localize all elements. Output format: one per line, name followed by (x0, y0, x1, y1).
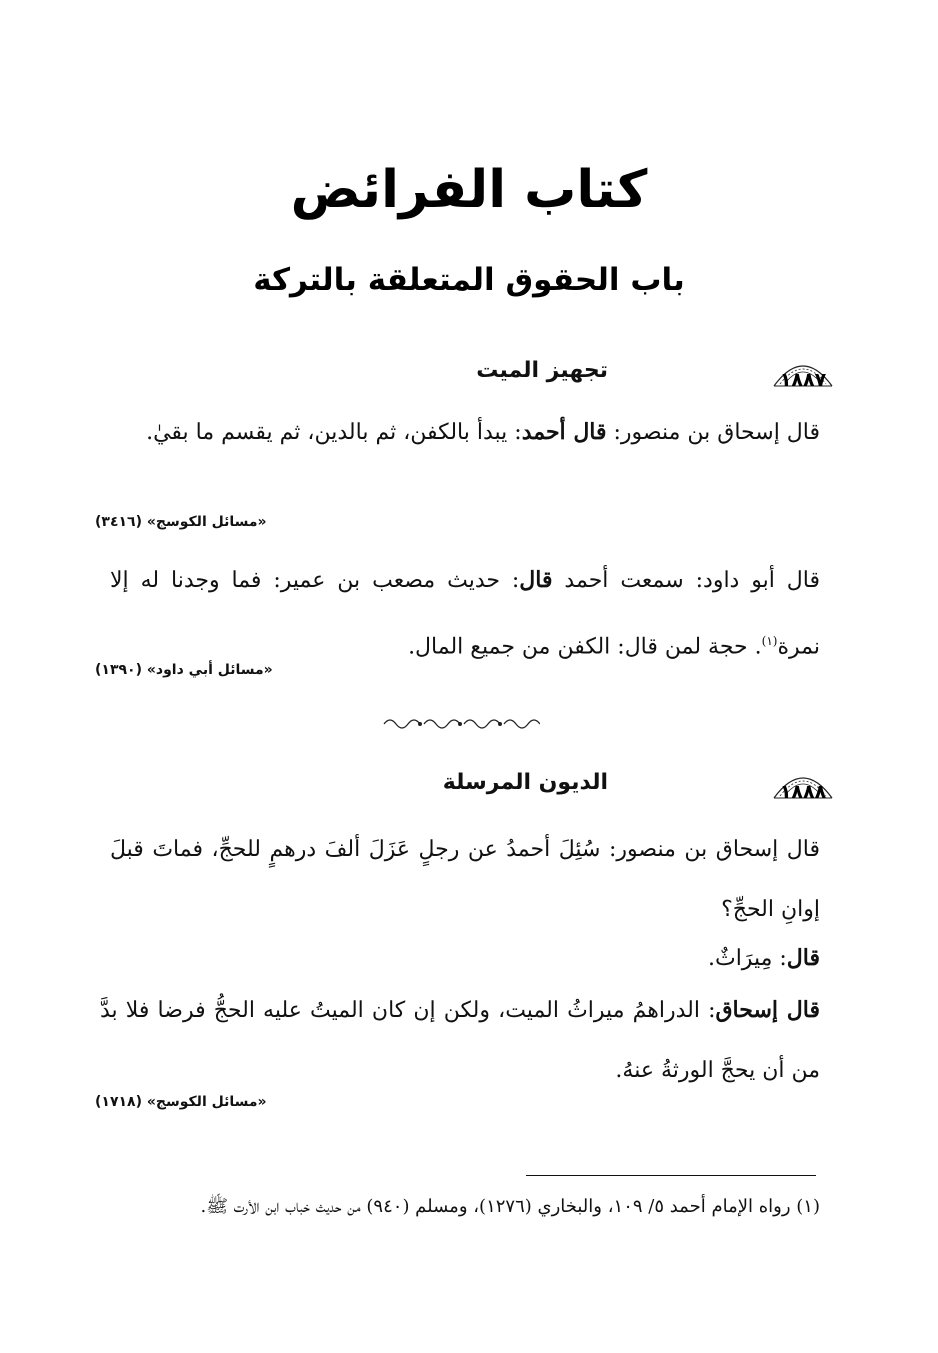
source-citation: «مسائل الكوسج» (١٧١٨) (95, 1094, 267, 1110)
bold-speaker: قال أحمد (521, 419, 607, 445)
entry-number: ١٨٨٧ (779, 369, 827, 391)
entry-title: تجهيز الميت (476, 358, 608, 383)
paragraph (110, 550, 820, 677)
bold-speaker: قال (519, 567, 553, 593)
bold-speaker: قال (786, 945, 820, 971)
footnote-text: رواه الإمام أحمد ٥/ ١٠٩، والبخاري (١٢٧٦)، ومسلم (٩٤٠) من حديث خباب ابن الأرت ﷺ. (200, 1196, 791, 1217)
paragraph-text: : مِيرَاثٌ. (707, 946, 787, 971)
footnote-separator (526, 1175, 816, 1176)
entry-number: ١٨٨٨ (779, 781, 827, 803)
paragraph (110, 402, 820, 463)
entry-header (98, 764, 838, 814)
paragraph-text: . حجة لمن قال: الكفن من جميع المال. (408, 634, 762, 660)
paragraph-text: قال إسحاق بن منصور: سُئِلَ أحمدُ عن رجلٍ عَزَلَ ألفَ درهمٍ للحجِّ، فماتَ قبلَ إوانِ الحجِّ؟ (110, 837, 820, 922)
paragraph-text: : يبدأ بالكفن، ثم بالدين، ثم يقسم ما بقيٰ. (146, 420, 522, 445)
source-citation: «مسائل الكوسج» (٣٤١٦) (95, 514, 267, 530)
footnote (100, 1186, 820, 1228)
chapter-title: باب الحقوق المتعلقة بالتركة (253, 262, 685, 298)
paragraph-text: قال إسحاق بن منصور: (606, 420, 820, 445)
bold-speaker: قال إسحاق (715, 997, 820, 1023)
section-divider-ornament (380, 712, 540, 736)
paragraph (110, 820, 820, 940)
entry-number-badge (768, 764, 838, 810)
book-title: كتاب الفرائض (290, 160, 648, 220)
entry-title: الديون المرسلة (442, 770, 608, 795)
source-citation: «مسائل أبي داود» (١٣٩٠) (95, 662, 273, 678)
footnote-reference[interactable]: (١) (761, 634, 778, 648)
paragraph (100, 980, 820, 1101)
paragraph-text: : حديث مصعب بن عمير: فما وجدنا له إلا نمرة (110, 568, 820, 660)
footnote-marker: (١) (796, 1196, 820, 1217)
paragraph-text: قال أبو داود: سمعت أحمد (552, 568, 820, 593)
paragraph-text: : الدراهمُ ميراثُ الميت، ولكن إن كان الميتُ عليه الحجُّ فرضا فلا بدَّ من أن يحجَّ الورثةُ عنهُ. (100, 998, 820, 1083)
entry-number-badge (768, 352, 838, 398)
entry-header (98, 352, 838, 402)
